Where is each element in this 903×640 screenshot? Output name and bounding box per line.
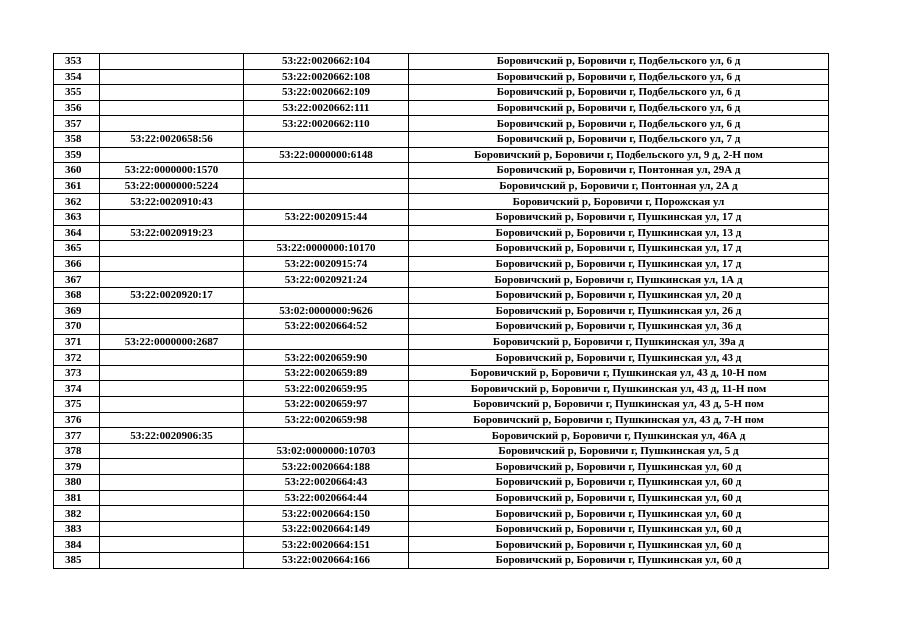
table-row <box>54 272 829 288</box>
row-number-cell: 369 <box>54 303 100 319</box>
row-number-cell: 363 <box>54 209 100 225</box>
table-row <box>54 334 829 350</box>
address-cell: Боровичский р, Боровичи г, Пушкинская ул, 60 д <box>409 490 829 506</box>
row-number-cell: 381 <box>54 490 100 506</box>
table-row <box>54 194 829 210</box>
address-cell: Боровичский р, Боровичи г, Подбельского ул, 9 д, 2-Н пом <box>409 147 829 163</box>
table-row <box>54 506 829 522</box>
row-number-cell: 375 <box>54 397 100 413</box>
cadastral-building-cell: 53:02:0000000:10703 <box>244 443 409 459</box>
cadastral-land-cell <box>100 537 244 553</box>
address-cell: Боровичский р, Боровичи г, Пушкинская ул, 20 д <box>409 287 829 303</box>
table-row <box>54 537 829 553</box>
cadastral-building-cell <box>244 225 409 241</box>
row-number-cell: 371 <box>54 334 100 350</box>
address-cell: Боровичский р, Боровичи г, Пушкинская ул, 60 д <box>409 459 829 475</box>
cadastral-building-cell <box>244 428 409 444</box>
cadastral-land-cell: 53:22:0000000:2687 <box>100 334 244 350</box>
row-number-cell: 374 <box>54 381 100 397</box>
table-row <box>54 256 829 272</box>
table-row <box>54 116 829 132</box>
address-cell: Боровичский р, Боровичи г, Подбельского ул, 6 д <box>409 116 829 132</box>
cadastral-building-cell: 53:22:0020659:89 <box>244 365 409 381</box>
cadastral-land-cell <box>100 350 244 366</box>
row-number-cell: 383 <box>54 521 100 537</box>
table-row <box>54 225 829 241</box>
row-number-cell: 367 <box>54 272 100 288</box>
address-cell: Боровичский р, Боровичи г, Пушкинская ул, 39а д <box>409 334 829 350</box>
cadastral-land-cell <box>100 116 244 132</box>
cadastral-land-cell <box>100 209 244 225</box>
cadastral-land-cell <box>100 85 244 101</box>
row-number-cell: 368 <box>54 287 100 303</box>
cadastral-land-cell <box>100 381 244 397</box>
table-row <box>54 54 829 70</box>
table-row <box>54 241 829 257</box>
cadastral-land-cell <box>100 54 244 70</box>
address-cell: Боровичский р, Боровичи г, Подбельского ул, 6 д <box>409 54 829 70</box>
address-cell: Боровичский р, Боровичи г, Пушкинская ул, 5 д <box>409 443 829 459</box>
row-number-cell: 384 <box>54 537 100 553</box>
table-row <box>54 350 829 366</box>
cadastral-building-cell: 53:22:0020664:52 <box>244 319 409 335</box>
address-cell: Боровичский р, Боровичи г, Подбельского ул, 6 д <box>409 69 829 85</box>
address-cell: Боровичский р, Боровичи г, Пушкинская ул, 60 д <box>409 475 829 491</box>
row-number-cell: 377 <box>54 428 100 444</box>
address-cell: Боровичский р, Боровичи г, Пушкинская ул, 1А д <box>409 272 829 288</box>
cadastral-building-cell: 53:22:0020662:104 <box>244 54 409 70</box>
cadastral-building-cell: 53:22:0020664:151 <box>244 537 409 553</box>
address-cell: Боровичский р, Боровичи г, Подбельского ул, 6 д <box>409 85 829 101</box>
address-cell: Боровичский р, Боровичи г, Понтонная ул, 2А д <box>409 178 829 194</box>
cadastral-building-cell: 53:22:0020664:188 <box>244 459 409 475</box>
cadastral-land-cell: 53:22:0020658:56 <box>100 131 244 147</box>
row-number-cell: 380 <box>54 475 100 491</box>
row-number-cell: 365 <box>54 241 100 257</box>
row-number-cell: 376 <box>54 412 100 428</box>
address-cell: Боровичский р, Боровичи г, Пушкинская ул, 17 д <box>409 241 829 257</box>
row-number-cell: 355 <box>54 85 100 101</box>
cadastral-building-cell <box>244 287 409 303</box>
table-row <box>54 287 829 303</box>
cadastral-building-cell: 53:22:0020659:98 <box>244 412 409 428</box>
cadastral-building-cell: 53:22:0020664:150 <box>244 506 409 522</box>
cadastral-building-cell: 53:22:0020662:109 <box>244 85 409 101</box>
cadastral-building-cell: 53:22:0020659:90 <box>244 350 409 366</box>
address-cell: Боровичский р, Боровичи г, Пушкинская ул, 43 д, 5-Н пом <box>409 397 829 413</box>
row-number-cell: 366 <box>54 256 100 272</box>
row-number-cell: 354 <box>54 69 100 85</box>
cadastral-building-cell <box>244 334 409 350</box>
cadastral-land-cell: 53:22:0020910:43 <box>100 194 244 210</box>
address-cell: Боровичский р, Боровичи г, Пушкинская ул, 43 д, 11-Н пом <box>409 381 829 397</box>
cadastral-building-cell: 53:22:0000000:10170 <box>244 241 409 257</box>
cadastral-land-cell <box>100 100 244 116</box>
cadastral-building-cell <box>244 178 409 194</box>
row-number-cell: 359 <box>54 147 100 163</box>
table-row <box>54 490 829 506</box>
cadastral-building-cell: 53:22:0020659:97 <box>244 397 409 413</box>
table-row <box>54 459 829 475</box>
cadastral-land-cell <box>100 490 244 506</box>
table-row <box>54 147 829 163</box>
table-row <box>54 475 829 491</box>
row-number-cell: 370 <box>54 319 100 335</box>
property-registry-table <box>53 53 829 569</box>
address-cell: Боровичский р, Боровичи г, Подбельского ул, 7 д <box>409 131 829 147</box>
cadastral-land-cell: 53:22:0000000:1570 <box>100 163 244 179</box>
cadastral-building-cell: 53:22:0020915:44 <box>244 209 409 225</box>
row-number-cell: 373 <box>54 365 100 381</box>
cadastral-building-cell <box>244 194 409 210</box>
table-row <box>54 209 829 225</box>
cadastral-building-cell: 53:22:0020664:43 <box>244 475 409 491</box>
row-number-cell: 353 <box>54 54 100 70</box>
row-number-cell: 379 <box>54 459 100 475</box>
cadastral-building-cell: 53:22:0020664:166 <box>244 553 409 569</box>
row-number-cell: 361 <box>54 178 100 194</box>
cadastral-land-cell <box>100 459 244 475</box>
cadastral-building-cell <box>244 163 409 179</box>
row-number-cell: 364 <box>54 225 100 241</box>
address-cell: Боровичский р, Боровичи г, Пушкинская ул, 43 д, 10-Н пом <box>409 365 829 381</box>
address-cell: Боровичский р, Боровичи г, Пушкинская ул, 13 д <box>409 225 829 241</box>
registry-table-body <box>54 54 829 569</box>
table-row <box>54 131 829 147</box>
cadastral-land-cell <box>100 365 244 381</box>
address-cell: Боровичский р, Боровичи г, Понтонная ул, 29А д <box>409 163 829 179</box>
cadastral-land-cell <box>100 553 244 569</box>
cadastral-building-cell: 53:22:0020659:95 <box>244 381 409 397</box>
address-cell: Боровичский р, Боровичи г, Пушкинская ул, 36 д <box>409 319 829 335</box>
address-cell: Боровичский р, Боровичи г, Пушкинская ул, 26 д <box>409 303 829 319</box>
cadastral-land-cell <box>100 521 244 537</box>
cadastral-land-cell <box>100 319 244 335</box>
row-number-cell: 385 <box>54 553 100 569</box>
cadastral-land-cell <box>100 69 244 85</box>
address-cell: Боровичский р, Боровичи г, Пушкинская ул, 43 д <box>409 350 829 366</box>
table-row <box>54 319 829 335</box>
cadastral-building-cell: 53:22:0020662:110 <box>244 116 409 132</box>
cadastral-building-cell: 53:22:0020662:108 <box>244 69 409 85</box>
address-cell: Боровичский р, Боровичи г, Пушкинская ул, 60 д <box>409 537 829 553</box>
row-number-cell: 372 <box>54 350 100 366</box>
cadastral-land-cell <box>100 443 244 459</box>
address-cell: Боровичский р, Боровичи г, Пушкинская ул, 60 д <box>409 506 829 522</box>
address-cell: Боровичский р, Боровичи г, Пушкинская ул, 43 д, 7-Н пом <box>409 412 829 428</box>
document-page <box>53 53 828 569</box>
cadastral-building-cell: 53:22:0020664:149 <box>244 521 409 537</box>
cadastral-land-cell: 53:22:0000000:5224 <box>100 178 244 194</box>
cadastral-building-cell: 53:02:0000000:9626 <box>244 303 409 319</box>
cadastral-land-cell: 53:22:0020919:23 <box>100 225 244 241</box>
address-cell: Боровичский р, Боровичи г, Подбельского ул, 6 д <box>409 100 829 116</box>
cadastral-building-cell: 53:22:0000000:6148 <box>244 147 409 163</box>
cadastral-land-cell: 53:22:0020906:35 <box>100 428 244 444</box>
cadastral-building-cell <box>244 131 409 147</box>
table-row <box>54 178 829 194</box>
row-number-cell: 358 <box>54 131 100 147</box>
address-cell: Боровичский р, Боровичи г, Пушкинская ул, 60 д <box>409 521 829 537</box>
cadastral-building-cell: 53:22:0020921:24 <box>244 272 409 288</box>
cadastral-land-cell <box>100 506 244 522</box>
cadastral-building-cell: 53:22:0020664:44 <box>244 490 409 506</box>
cadastral-land-cell <box>100 272 244 288</box>
cadastral-land-cell <box>100 475 244 491</box>
cadastral-land-cell: 53:22:0020920:17 <box>100 287 244 303</box>
table-row <box>54 69 829 85</box>
row-number-cell: 357 <box>54 116 100 132</box>
address-cell: Боровичский р, Боровичи г, Пушкинская ул, 46А д <box>409 428 829 444</box>
cadastral-land-cell <box>100 256 244 272</box>
table-row <box>54 412 829 428</box>
cadastral-land-cell <box>100 147 244 163</box>
table-row <box>54 443 829 459</box>
cadastral-land-cell <box>100 397 244 413</box>
table-row <box>54 521 829 537</box>
cadastral-building-cell: 53:22:0020662:111 <box>244 100 409 116</box>
row-number-cell: 382 <box>54 506 100 522</box>
address-cell: Боровичский р, Боровичи г, Пушкинская ул, 60 д <box>409 553 829 569</box>
table-row <box>54 85 829 101</box>
table-row <box>54 303 829 319</box>
table-row <box>54 553 829 569</box>
cadastral-building-cell: 53:22:0020915:74 <box>244 256 409 272</box>
row-number-cell: 362 <box>54 194 100 210</box>
table-row <box>54 163 829 179</box>
table-row <box>54 365 829 381</box>
table-row <box>54 381 829 397</box>
cadastral-land-cell <box>100 303 244 319</box>
table-row <box>54 428 829 444</box>
row-number-cell: 356 <box>54 100 100 116</box>
row-number-cell: 360 <box>54 163 100 179</box>
address-cell: Боровичский р, Боровичи г, Порожская ул <box>409 194 829 210</box>
cadastral-land-cell <box>100 412 244 428</box>
address-cell: Боровичский р, Боровичи г, Пушкинская ул, 17 д <box>409 256 829 272</box>
cadastral-land-cell <box>100 241 244 257</box>
table-row <box>54 397 829 413</box>
table-row <box>54 100 829 116</box>
row-number-cell: 378 <box>54 443 100 459</box>
address-cell: Боровичский р, Боровичи г, Пушкинская ул, 17 д <box>409 209 829 225</box>
